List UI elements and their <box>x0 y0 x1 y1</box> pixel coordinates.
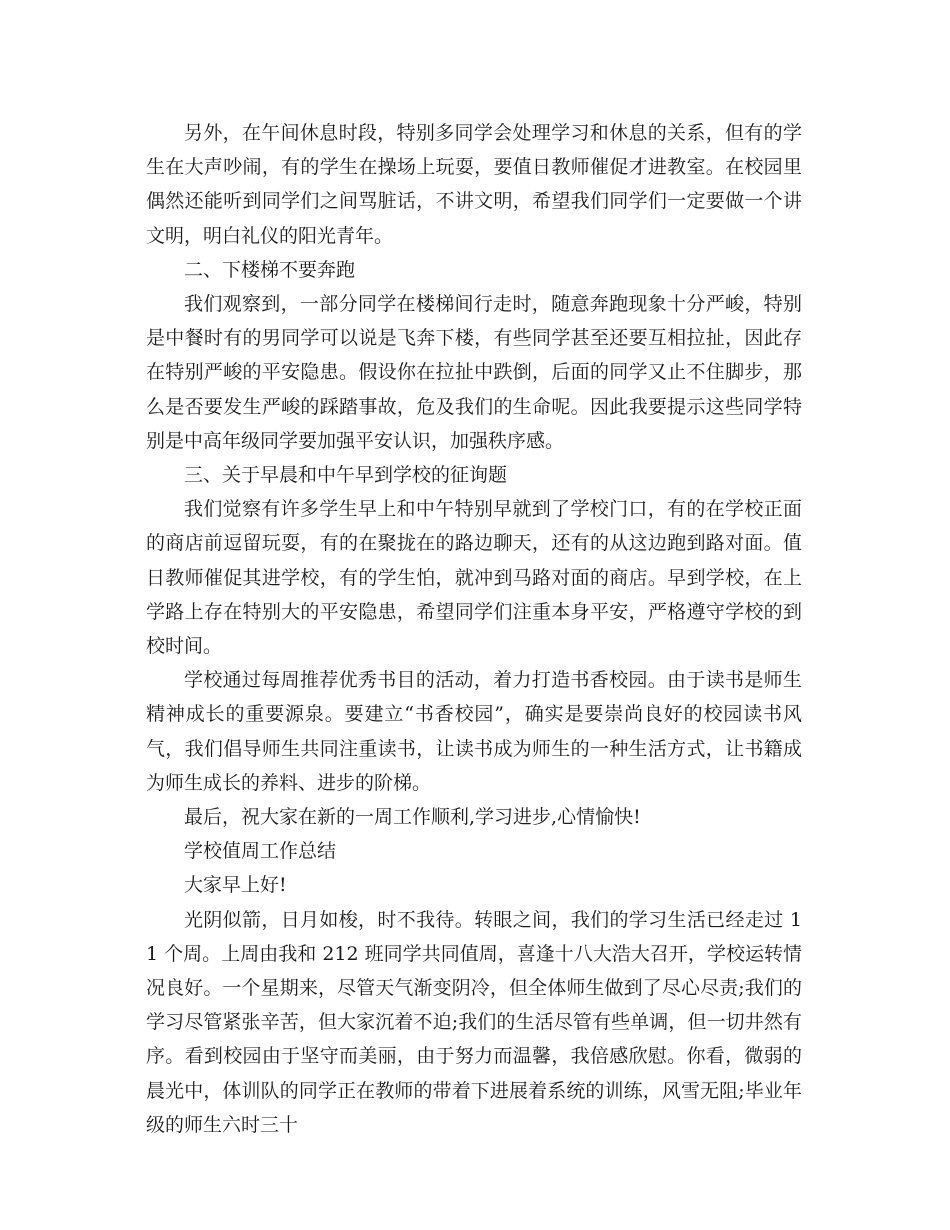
section-heading-stairs: 二、下楼梯不要奔跑 <box>184 258 356 281</box>
paragraph-2: 我们观察到，一部分同学在楼梯间行走时，随意奔跑现象十分严峻，特别是中餐时有的男同学可以说是飞奔下楼，有些同学甚至还要互相拉扯，因此存在特别严峻的平安隐患。假设你在拉扯中跌倒，后面的同学又止不住脚步，那么是否要发生严峻的踩踏事故，危及我们的生命呢。因此我要提示这些同学特别是中高年级同学要加强平安认识，加强秩序感。 <box>146 293 802 452</box>
document-body <box>146 116 802 1142</box>
closing-line: 最后，祝大家在新的一周工作顺利,学习进步,心情愉快! <box>184 806 641 829</box>
greeting: 大家早上好! <box>184 874 287 897</box>
summary-title: 学校值周工作总结 <box>184 840 337 863</box>
paragraph-5: 光阴似箭，日月如梭，时不我待。转眼之间，我们的学习生活已经走过 11 个周。上周由我和 212 班同学共同值周，喜逢十八大浩大召开，学校运转情况良好。一个星期来，尽管天气渐变阴冷，但全体师生做到了尽心尽责;我们的学习尽管紧张辛苦，但大家沉着不迫;我们的生活尽管有些单调，但一切井然有序。看到校园由于坚守而美丽，由于努力而温馨，我倍感欣慰。你看，微弱的晨光中，体训队的同学正在教师的带着下进展着系统的训练，风雪无阻;毕业年级的师生六时三十 <box>146 908 802 1136</box>
paragraph-3: 我们觉察有许多学生早上和中午特别早就到了学校门口，有的在学校正面的商店前逗留玩耍，有的在聚拢在的路边聊天，还有的从这边跑到路对面。值日教师催促其进学校，有的学生怕，就冲到马路对面的商店。早到学校，在上学路上存在特别大的平安隐患，希望同学们注重本身平安，严格遵守学校的到校时间。 <box>146 498 802 658</box>
paragraph-1: 另外，在午间休息时段，特别多同学会处理学习和休息的关系，但有的学生在大声吵闹，有的学生在操场上玩耍，要值日教师催促才进教室。在校园里偶然还能听到同学们之间骂脏话，不讲文明，希望我们同学们一定要做一个讲文明，明白礼仪的阳光青年。 <box>146 122 802 247</box>
paragraph-4: 学校通过每周推荐优秀书目的活动，着力打造书香校园。由于读书是师生精神成长的重要源泉。要建立“书香校园”，确实是要崇尚良好的校园读书风气，我们倡导师生共同注重读书，让读书成为师生的一种生活方式，让书籍成为师生成长的养料、进步的阶梯。 <box>146 669 802 794</box>
section-heading-early-arrival: 三、关于早晨和中午早到学校的征询题 <box>184 464 508 487</box>
